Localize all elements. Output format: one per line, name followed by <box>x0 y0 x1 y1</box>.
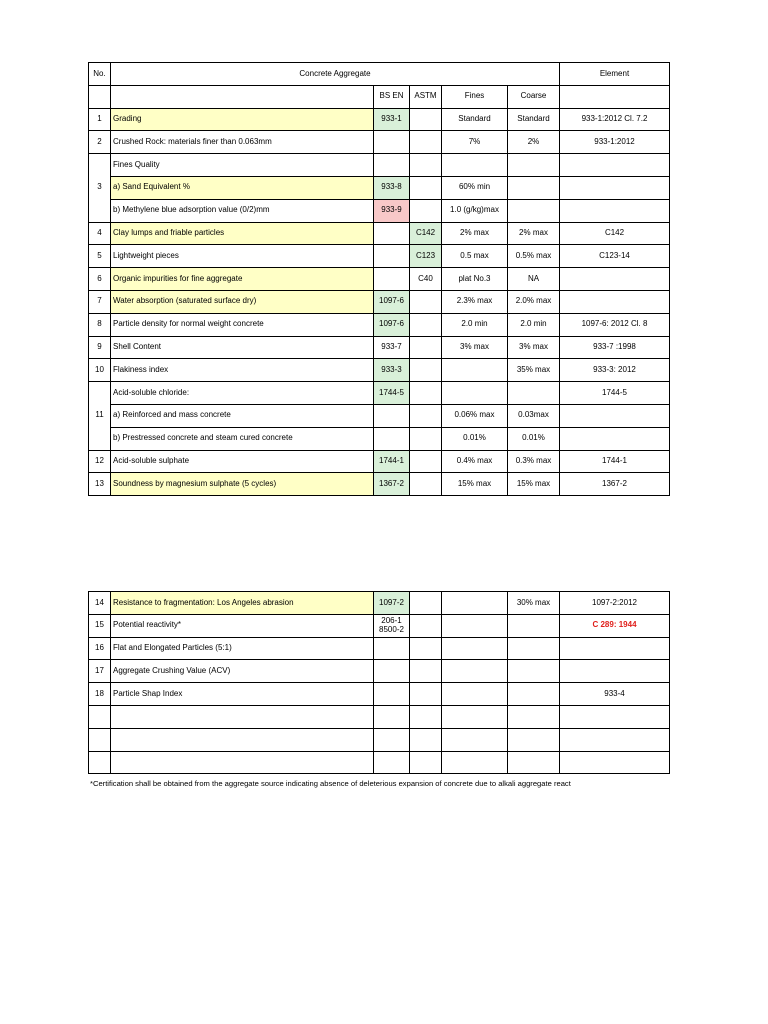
astm-cell[interactable] <box>410 359 442 382</box>
cell[interactable] <box>111 705 374 728</box>
coarse-cell[interactable]: 0.03max <box>508 404 560 427</box>
cell[interactable] <box>560 728 670 751</box>
bs-en-line: 8500-2 <box>379 624 404 634</box>
coarse-cell[interactable]: NA <box>508 268 560 291</box>
bs-en-cell[interactable]: 933-3 <box>374 359 410 382</box>
cell[interactable] <box>410 382 442 405</box>
row-description[interactable]: Water absorption (saturated surface dry) <box>111 290 374 313</box>
cell[interactable] <box>374 427 410 450</box>
fines-cell[interactable]: 15% max <box>442 473 508 496</box>
cell[interactable] <box>560 85 670 108</box>
cell[interactable] <box>442 683 508 706</box>
row-number[interactable]: 3 <box>89 154 111 222</box>
table-row <box>89 199 670 222</box>
row-description[interactable]: Aggregate Crushing Value (ACV) <box>111 660 374 683</box>
cell[interactable] <box>442 382 508 405</box>
table-row <box>89 404 670 427</box>
cell[interactable] <box>410 427 442 450</box>
table-subheader-row <box>89 85 670 108</box>
row-number[interactable]: 2 <box>89 131 111 154</box>
cell[interactable] <box>442 637 508 660</box>
cell[interactable] <box>89 705 111 728</box>
element-cell[interactable] <box>560 268 670 291</box>
aggregate-requirements-table <box>88 62 670 496</box>
certification-footnote: *Certification shall be obtained from the aggregate source indicating absence of deleterious expansion of concrete due to alkali aggregate react <box>90 779 571 788</box>
astm-cell[interactable]: C123 <box>410 245 442 268</box>
bs-en-cell[interactable]: 933-1 <box>374 108 410 131</box>
cell[interactable] <box>410 404 442 427</box>
row-number[interactable]: 18 <box>89 683 111 706</box>
cell[interactable] <box>410 637 442 660</box>
row-description[interactable]: Grading <box>111 108 374 131</box>
row-description[interactable]: Fines Quality <box>111 154 374 177</box>
cell[interactable] <box>442 728 508 751</box>
row-number[interactable]: 15 <box>89 614 111 637</box>
cell[interactable] <box>508 751 560 774</box>
cell[interactable] <box>442 751 508 774</box>
table-row <box>89 592 670 615</box>
element-cell[interactable]: 933-1:2012 <box>560 131 670 154</box>
fines-cell[interactable]: 2.0 min <box>442 313 508 336</box>
cell[interactable] <box>508 705 560 728</box>
astm-cell[interactable] <box>410 592 442 615</box>
row-number[interactable]: 16 <box>89 637 111 660</box>
header-element[interactable]: Element <box>560 63 670 86</box>
row-number[interactable]: 17 <box>89 660 111 683</box>
table-row <box>89 683 670 706</box>
table-row <box>89 108 670 131</box>
table-row <box>89 336 670 359</box>
table-row-empty <box>89 751 670 774</box>
bs-en-cell[interactable]: 1097-2 <box>374 592 410 615</box>
cell[interactable] <box>374 404 410 427</box>
element-cell[interactable] <box>560 290 670 313</box>
fines-cell[interactable]: Standard <box>442 108 508 131</box>
cell[interactable] <box>111 85 374 108</box>
cell[interactable] <box>560 154 670 177</box>
coarse-cell[interactable]: 0.5% max <box>508 245 560 268</box>
row-description[interactable]: Clay lumps and friable particles <box>111 222 374 245</box>
row-description[interactable]: Particle Shap Index <box>111 683 374 706</box>
bs-en-line: 206-1 <box>381 615 402 625</box>
table-row-empty <box>89 705 670 728</box>
fines-cell[interactable]: 3% max <box>442 336 508 359</box>
coarse-cell[interactable] <box>508 176 560 199</box>
fines-cell[interactable] <box>442 592 508 615</box>
coarse-cell[interactable]: 0.3% max <box>508 450 560 473</box>
astm-cell[interactable]: C142 <box>410 222 442 245</box>
cell[interactable] <box>442 660 508 683</box>
header-fines[interactable]: Fines <box>442 85 508 108</box>
element-cell[interactable]: 933-7 :1998 <box>560 336 670 359</box>
cell[interactable] <box>560 705 670 728</box>
row-description[interactable]: Organic impurities for fine aggregate <box>111 268 374 291</box>
header-concrete-aggregate[interactable]: Concrete Aggregate <box>111 63 560 86</box>
row-description[interactable]: Crushed Rock: materials finer than 0.063mm <box>111 131 374 154</box>
element-cell[interactable]: 1097-6: 2012 Cl. 8 <box>560 313 670 336</box>
cell[interactable] <box>374 751 410 774</box>
cell[interactable] <box>111 751 374 774</box>
table-row <box>89 313 670 336</box>
bs-en-cell[interactable] <box>374 222 410 245</box>
cell[interactable] <box>89 751 111 774</box>
row-description[interactable]: Potential reactivity* <box>111 614 374 637</box>
cell[interactable] <box>89 85 111 108</box>
fines-cell[interactable]: 0.4% max <box>442 450 508 473</box>
cell[interactable] <box>560 660 670 683</box>
row-description[interactable]: Lightweight pieces <box>111 245 374 268</box>
coarse-cell[interactable]: 30% max <box>508 592 560 615</box>
element-cell[interactable]: 1744-5 <box>560 382 670 405</box>
row-description[interactable]: a) Sand Equivalent % <box>111 176 374 199</box>
table-row <box>89 382 670 405</box>
fines-cell[interactable]: 60% min <box>442 176 508 199</box>
row-number[interactable]: 5 <box>89 245 111 268</box>
astm-cell[interactable] <box>410 450 442 473</box>
coarse-cell[interactable]: 2.0% max <box>508 290 560 313</box>
coarse-cell[interactable]: 35% max <box>508 359 560 382</box>
header-no[interactable]: No. <box>89 63 111 86</box>
coarse-cell[interactable]: 15% max <box>508 473 560 496</box>
row-number[interactable]: 14 <box>89 592 111 615</box>
table-row-empty <box>89 728 670 751</box>
row-description[interactable]: Particle density for normal weight concrete <box>111 313 374 336</box>
row-description[interactable]: a) Reinforced and mass concrete <box>111 404 374 427</box>
cell[interactable] <box>442 154 508 177</box>
cell[interactable] <box>374 728 410 751</box>
fines-cell[interactable]: 2% max <box>442 222 508 245</box>
cell[interactable] <box>508 154 560 177</box>
fines-cell[interactable]: 0.5 max <box>442 245 508 268</box>
astm-cell[interactable] <box>410 108 442 131</box>
fines-cell[interactable]: 0.01% <box>442 427 508 450</box>
astm-cell[interactable] <box>410 473 442 496</box>
table-row <box>89 222 670 245</box>
cell[interactable] <box>508 382 560 405</box>
row-description[interactable]: Flat and Elongated Particles (5:1) <box>111 637 374 660</box>
row-description[interactable]: Flakiness index <box>111 359 374 382</box>
cell[interactable] <box>410 660 442 683</box>
row-description[interactable]: b) Methylene blue adsorption value (0/2)mm <box>111 199 374 222</box>
cell[interactable] <box>508 637 560 660</box>
element-cell[interactable]: 1367-2 <box>560 473 670 496</box>
cell[interactable] <box>410 728 442 751</box>
bs-en-cell[interactable]: 1744-1 <box>374 450 410 473</box>
row-number[interactable]: 4 <box>89 222 111 245</box>
row-description[interactable]: Resistance to fragmentation: Los Angeles abrasion <box>111 592 374 615</box>
table-row <box>89 660 670 683</box>
bs-en-cell[interactable]: 1097-6 <box>374 290 410 313</box>
table-row <box>89 427 670 450</box>
coarse-cell[interactable]: Standard <box>508 108 560 131</box>
table-row <box>89 245 670 268</box>
cell[interactable] <box>410 751 442 774</box>
fines-cell[interactable] <box>442 614 508 637</box>
cell[interactable] <box>374 683 410 706</box>
table-row <box>89 359 670 382</box>
astm-cell[interactable] <box>410 336 442 359</box>
cell[interactable] <box>560 427 670 450</box>
row-description[interactable]: Soundness by magnesium sulphate (5 cycles) <box>111 473 374 496</box>
bs-en-cell[interactable]: 933-8 <box>374 176 410 199</box>
bs-en-cell[interactable]: 1744-5 <box>374 382 410 405</box>
header-astm[interactable]: ASTM <box>410 85 442 108</box>
row-number[interactable]: 1 <box>89 108 111 131</box>
coarse-cell[interactable] <box>508 614 560 637</box>
row-number[interactable]: 7 <box>89 290 111 313</box>
cell[interactable] <box>508 683 560 706</box>
cell[interactable] <box>111 728 374 751</box>
row-description[interactable]: Shell Content <box>111 336 374 359</box>
element-cell[interactable] <box>560 176 670 199</box>
cell[interactable] <box>89 728 111 751</box>
row-description[interactable]: b) Prestressed concrete and steam cured concrete <box>111 427 374 450</box>
cell[interactable] <box>508 660 560 683</box>
fines-cell[interactable] <box>442 359 508 382</box>
coarse-cell[interactable] <box>508 199 560 222</box>
table-row <box>89 131 670 154</box>
row-number[interactable]: 12 <box>89 450 111 473</box>
row-number[interactable]: 8 <box>89 313 111 336</box>
bs-en-cell[interactable]: 1097-6 <box>374 313 410 336</box>
table-row <box>89 290 670 313</box>
element-cell[interactable]: C142 <box>560 222 670 245</box>
cell[interactable] <box>410 683 442 706</box>
fines-cell[interactable]: 0.06% max <box>442 404 508 427</box>
bs-en-cell[interactable]: 933-7 <box>374 336 410 359</box>
astm-cell[interactable]: C40 <box>410 268 442 291</box>
row-number[interactable]: 6 <box>89 268 111 291</box>
cell[interactable] <box>410 154 442 177</box>
astm-cell[interactable] <box>410 131 442 154</box>
element-cell[interactable] <box>560 199 670 222</box>
bs-en-cell[interactable] <box>374 245 410 268</box>
fines-cell[interactable]: 1.0 (g/kg)max <box>442 199 508 222</box>
row-number[interactable]: 13 <box>89 473 111 496</box>
cell[interactable] <box>560 404 670 427</box>
table-row <box>89 473 670 496</box>
cell[interactable] <box>374 705 410 728</box>
bs-en-cell[interactable]: 1367-2 <box>374 473 410 496</box>
cell[interactable] <box>560 751 670 774</box>
bs-en-cell[interactable] <box>374 131 410 154</box>
cell[interactable] <box>374 660 410 683</box>
fines-cell[interactable]: 7% <box>442 131 508 154</box>
element-cell[interactable]: 1744-1 <box>560 450 670 473</box>
table-row <box>89 637 670 660</box>
table-row <box>89 614 670 637</box>
coarse-cell[interactable]: 2.0 min <box>508 313 560 336</box>
row-number[interactable]: 10 <box>89 359 111 382</box>
coarse-cell[interactable]: 0.01% <box>508 427 560 450</box>
element-cell[interactable]: 1097-2:2012 <box>560 592 670 615</box>
bs-en-cell[interactable]: 933-9 <box>374 199 410 222</box>
coarse-cell[interactable]: 3% max <box>508 336 560 359</box>
element-cell[interactable]: C 289: 1944 <box>560 614 670 637</box>
table-row <box>89 268 670 291</box>
table-row <box>89 450 670 473</box>
table-row <box>89 154 670 177</box>
cell[interactable] <box>374 154 410 177</box>
row-number[interactable]: 11 <box>89 382 111 450</box>
header-bs-en[interactable]: BS EN <box>374 85 410 108</box>
element-cell[interactable]: C123-14 <box>560 245 670 268</box>
header-coarse[interactable]: Coarse <box>508 85 560 108</box>
astm-cell[interactable] <box>410 199 442 222</box>
cell[interactable] <box>560 637 670 660</box>
coarse-cell[interactable]: 2% max <box>508 222 560 245</box>
fines-cell[interactable]: plat No.3 <box>442 268 508 291</box>
aggregate-requirements-table-continued <box>88 591 670 774</box>
astm-cell[interactable] <box>410 290 442 313</box>
cell[interactable] <box>374 637 410 660</box>
coarse-cell[interactable]: 2% <box>508 131 560 154</box>
bs-en-cell[interactable] <box>374 614 410 637</box>
element-cell[interactable]: 933-3: 2012 <box>560 359 670 382</box>
cell[interactable] <box>442 705 508 728</box>
row-number[interactable]: 9 <box>89 336 111 359</box>
astm-cell[interactable] <box>410 614 442 637</box>
cell[interactable] <box>508 728 560 751</box>
element-cell[interactable]: 933-4 <box>560 683 670 706</box>
bs-en-cell[interactable] <box>374 268 410 291</box>
astm-cell[interactable] <box>410 176 442 199</box>
astm-cell[interactable] <box>410 313 442 336</box>
fines-cell[interactable]: 2.3% max <box>442 290 508 313</box>
row-description[interactable]: Acid-soluble chloride: <box>111 382 374 405</box>
table-header-row <box>89 63 670 86</box>
table-row <box>89 176 670 199</box>
row-description[interactable]: Acid-soluble sulphate <box>111 450 374 473</box>
cell[interactable] <box>410 705 442 728</box>
element-cell[interactable]: 933-1:2012 Cl. 7.2 <box>560 108 670 131</box>
